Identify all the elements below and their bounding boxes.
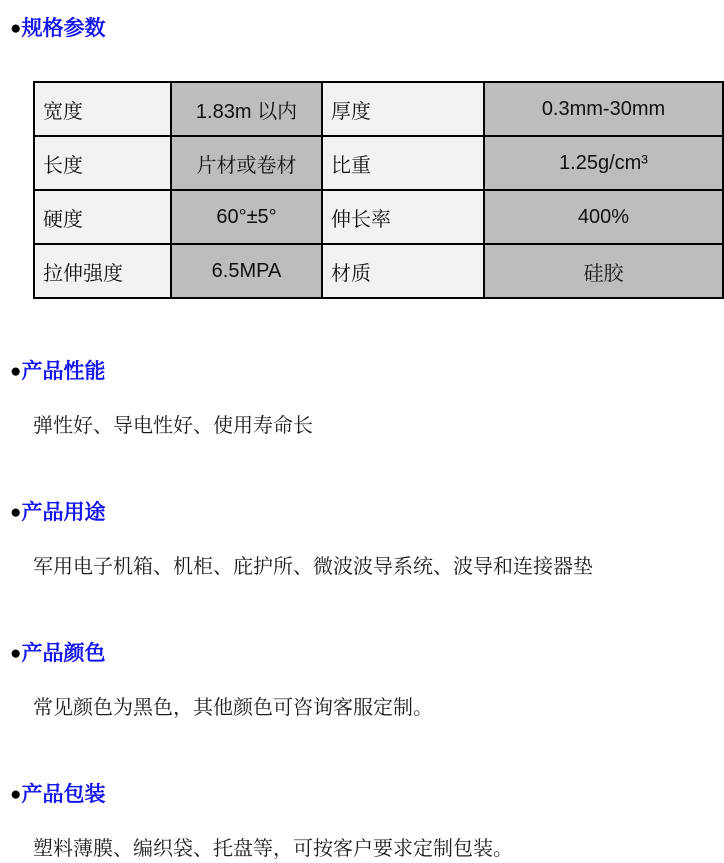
bullet-icon: ● bbox=[10, 643, 22, 664]
section-title-performance: 产品性能 bbox=[21, 359, 106, 383]
document-page bbox=[0, 14, 708, 860]
spec-value: 1.83m 以内 bbox=[171, 82, 322, 136]
spec-label: 拉伸强度 bbox=[34, 244, 171, 298]
section-heading-packaging bbox=[10, 780, 708, 809]
section-body-performance: 弹性好、导电性好、使用寿命长 bbox=[33, 415, 313, 437]
spec-label: 伸长率 bbox=[322, 190, 484, 244]
table-row bbox=[34, 190, 723, 244]
spec-label: 长度 bbox=[34, 136, 171, 190]
table-row bbox=[34, 244, 723, 298]
section-heading-specs bbox=[10, 14, 708, 43]
table-row bbox=[34, 136, 723, 190]
section-heading-usage bbox=[10, 498, 708, 527]
spec-value: 6.5MPA bbox=[171, 244, 322, 298]
bullet-icon: ● bbox=[10, 361, 22, 382]
section-body-packaging: 塑料薄膜、编织袋、托盘等，可按客户要求定制包装。 bbox=[33, 838, 513, 860]
spec-label: 宽度 bbox=[34, 82, 171, 136]
spec-label: 材质 bbox=[322, 244, 484, 298]
section-title-usage: 产品用途 bbox=[21, 500, 106, 524]
spec-value: 片材或卷材 bbox=[171, 136, 322, 190]
spec-value: 400% bbox=[484, 190, 723, 244]
table-row bbox=[34, 82, 723, 136]
bullet-icon: ● bbox=[10, 784, 22, 805]
section-title-specs: 规格参数 bbox=[21, 16, 106, 40]
spec-table bbox=[33, 81, 724, 299]
section-title-packaging: 产品包装 bbox=[21, 782, 106, 806]
section-title-color: 产品颜色 bbox=[21, 641, 106, 665]
spec-value: 硅胶 bbox=[484, 244, 723, 298]
bullet-icon: ● bbox=[10, 18, 22, 39]
spec-value: 1.25g/cm³ bbox=[484, 136, 723, 190]
section-body-color: 常见颜色为黑色，其他颜色可咨询客服定制。 bbox=[33, 697, 433, 719]
section-heading-performance bbox=[10, 357, 708, 386]
spec-label: 硬度 bbox=[34, 190, 171, 244]
section-heading-color bbox=[10, 639, 708, 668]
spec-value: 60°±5° bbox=[171, 190, 322, 244]
spec-label: 比重 bbox=[322, 136, 484, 190]
spec-label: 厚度 bbox=[322, 82, 484, 136]
bullet-icon: ● bbox=[10, 502, 22, 523]
spec-table-container bbox=[33, 81, 708, 299]
spec-value: 0.3mm-30mm bbox=[484, 82, 723, 136]
section-body-usage: 军用电子机箱、机柜、庇护所、微波波导系统、波导和连接器垫 bbox=[33, 556, 593, 578]
